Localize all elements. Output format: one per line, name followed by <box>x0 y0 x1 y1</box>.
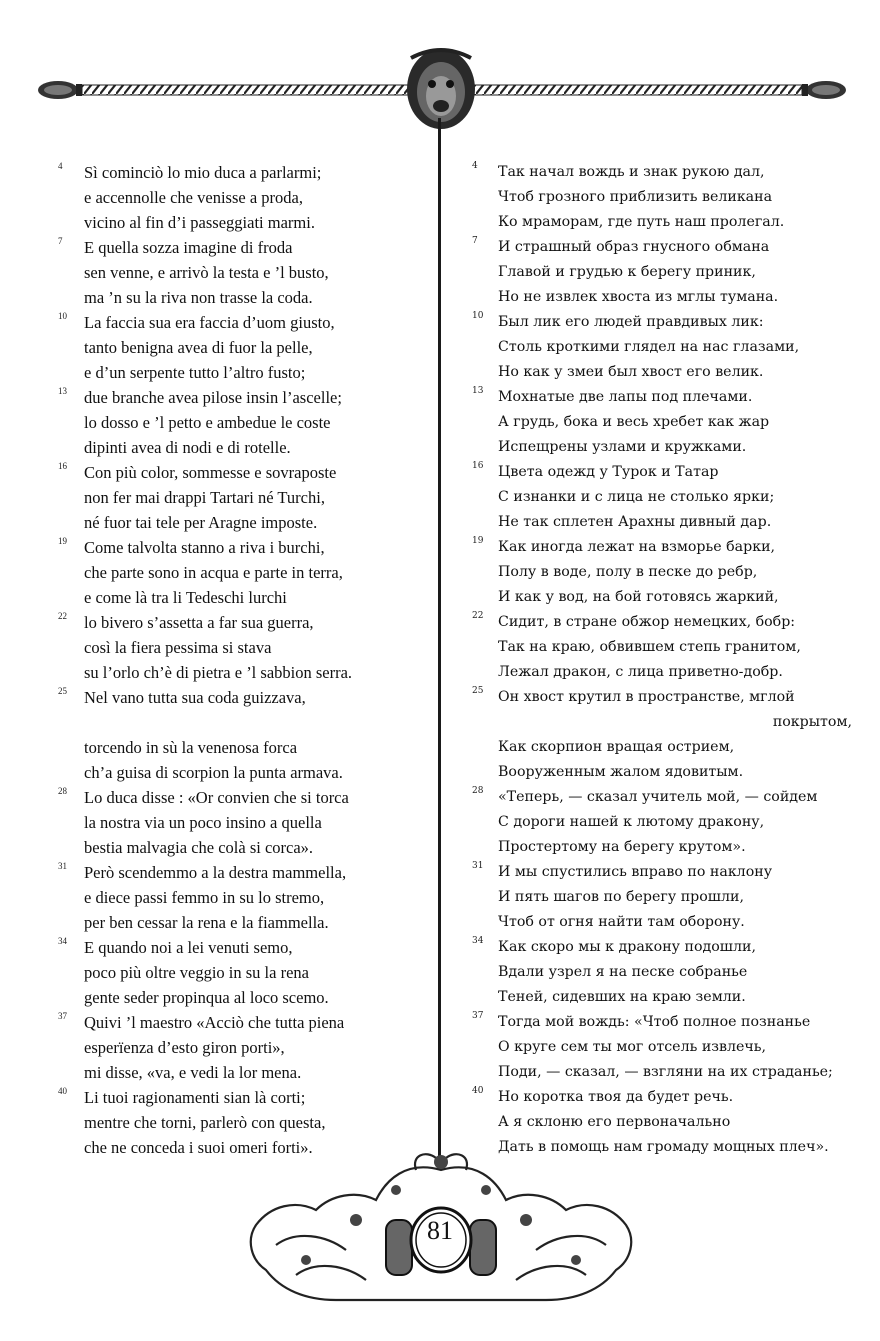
italian-verse-line <box>58 710 428 735</box>
russian-verse-line <box>472 810 852 835</box>
italian-verse-line <box>58 360 428 385</box>
russian-verse-line <box>472 360 852 385</box>
italian-verse-line <box>58 285 428 310</box>
italian-verse-line <box>58 435 428 460</box>
russian-line-text: Вооруженным жалом ядовитым. <box>498 764 744 780</box>
italian-verse-line <box>58 810 428 835</box>
russian-verse-line <box>472 485 852 510</box>
russian-line-text: С дороги нашей к лютому дракону, <box>498 814 765 830</box>
italian-verse-line <box>58 685 428 710</box>
russian-verse-line <box>472 585 852 610</box>
italian-line-text: Li tuoi ragionamenti sian là corti; <box>84 1088 306 1107</box>
russian-line-text: Дать в помощь нам громаду мощных плеч». <box>498 1139 829 1155</box>
russian-verse-line <box>472 785 852 810</box>
italian-verse-line <box>58 860 428 885</box>
italian-verse-line <box>58 485 428 510</box>
italian-verse-line <box>58 660 428 685</box>
russian-line-text: Чтоб грозного приблизить великана <box>498 189 773 205</box>
lion-head-icon <box>407 49 475 129</box>
russian-verse-line <box>472 435 852 460</box>
italian-verse-line <box>58 1010 428 1035</box>
italian-line-text: Lo duca disse : «Or convien che si torca <box>84 788 349 807</box>
italian-line-text: né fuor tai tele per Aragne imposte. <box>84 513 318 532</box>
italian-line-text: lo dosso e ’l petto e ambedue le coste <box>84 413 331 432</box>
italian-line-number: 37 <box>58 1011 67 1021</box>
russian-verse-line <box>472 385 852 410</box>
italian-verse-line <box>58 785 428 810</box>
russian-verse-line <box>472 910 852 935</box>
italian-line-text: mi disse, «va, e vedi la lor mena. <box>84 1063 302 1082</box>
russian-line-text: Но как у змеи был хвост его велик. <box>498 364 764 380</box>
italian-verse-line <box>58 1110 428 1135</box>
russian-line-number: 10 <box>472 311 484 321</box>
italian-verse-line <box>58 185 428 210</box>
italian-line-number: 25 <box>58 686 67 696</box>
italian-verse-line <box>58 985 428 1010</box>
russian-verse-line <box>472 685 852 710</box>
russian-line-text: покрытом, <box>772 714 852 730</box>
russian-line-text: Главой и грудью к берегу приник, <box>498 264 756 280</box>
italian-verse-line <box>58 410 428 435</box>
russian-verse-line <box>472 310 852 335</box>
russian-line-text: Чтоб от огня найти там оборону. <box>498 914 745 930</box>
russian-verse-line <box>472 860 852 885</box>
italian-line-text: vicino al fin d’i passeggiati marmi. <box>84 213 315 232</box>
italian-verse-line <box>58 960 428 985</box>
russian-line-text: И пять шагов по берегу прошли, <box>498 889 744 905</box>
italian-verse-line <box>58 835 428 860</box>
russian-line-text: А грудь, бока и весь хребет как жар <box>498 414 770 430</box>
italian-line-text: e diece passi femmo in su lo stremo, <box>84 888 325 907</box>
italian-verse-line <box>58 885 428 910</box>
russian-verse-line <box>472 1110 852 1135</box>
russian-verse-line <box>472 960 852 985</box>
russian-line-number: 25 <box>472 686 484 696</box>
italian-line-text: tanto benigna avea di fuor la pelle, <box>84 338 313 357</box>
russian-line-number: 28 <box>472 786 484 796</box>
russian-verse-line <box>472 735 852 760</box>
italian-line-number: 31 <box>58 861 67 871</box>
russian-verse-line <box>472 510 852 535</box>
russian-line-text: Он хвост крутил в пространстве, мглой <box>498 689 795 705</box>
russian-verse-line <box>472 1010 852 1035</box>
russian-line-text: Тогда мой вождь: «Чтоб полное познанье <box>498 1014 811 1030</box>
italian-line-text: così la fiera pessima si stava <box>84 638 272 657</box>
russian-line-text: Как иногда лежат на взморье барки, <box>498 539 776 555</box>
italian-line-text: Con più color, sommesse e sovraposte <box>84 463 337 482</box>
russian-verse-line <box>472 710 852 735</box>
italian-line-text: E quando noi a lei venuti semo, <box>84 938 293 957</box>
russian-line-text: Мохнатые две лапы под плечами. <box>498 389 753 405</box>
russian-line-text: Но не извлек хвоста из мглы тумана. <box>498 289 779 305</box>
russian-line-text: Как скорпион вращая острием, <box>498 739 735 755</box>
italian-line-text: torcendo in sù la venenosa forca <box>84 738 298 757</box>
italian-line-text: la nostra via un poco insino a quella <box>84 813 322 832</box>
russian-verse-line <box>472 210 852 235</box>
italian-line-number: 7 <box>58 236 63 246</box>
italian-verse-line <box>58 585 428 610</box>
italian-line-text: mentre che torni, parlerò con questa, <box>84 1113 326 1132</box>
italian-line-text: che parte sono in acqua e parte in terra, <box>84 563 343 582</box>
russian-line-text: И как у вод, на бой готовясь жаркий, <box>498 589 779 605</box>
russian-verse-line <box>472 635 852 660</box>
left-finial-icon <box>38 81 82 99</box>
italian-line-text: e come là tra li Tedeschi lurchi <box>84 588 287 607</box>
russian-line-text: Цвета одежд у Турок и Татар <box>498 464 719 480</box>
italian-line-text: lo bivero s’assetta a far sua guerra, <box>84 613 314 632</box>
russian-line-number: 7 <box>472 236 478 246</box>
russian-line-text: Но коротка твоя да будет речь. <box>498 1089 734 1105</box>
page-number: 81 <box>427 1216 453 1245</box>
italian-verse-line <box>58 935 428 960</box>
italian-verse-line <box>58 735 428 760</box>
column-divider <box>438 118 441 1158</box>
russian-verse-line <box>472 560 852 585</box>
russian-verse-line <box>472 285 852 310</box>
italian-verse-line <box>58 1085 428 1110</box>
italian-line-text: Sì cominciò lo mio duca a parlarmi; <box>84 163 322 182</box>
italian-verse-line <box>58 210 428 235</box>
russian-line-number: 34 <box>472 936 484 946</box>
italian-line-text: due branche avea pilose insin l’ascelle; <box>84 388 342 407</box>
top-ornament-rod <box>36 44 848 134</box>
russian-verse-line <box>472 460 852 485</box>
russian-line-text: Столь кроткими глядел на нас глазами, <box>498 339 800 355</box>
russian-verse-line <box>472 160 852 185</box>
italian-verse-line <box>58 335 428 360</box>
russian-line-text: Не так сплетен Арахны дивный дар. <box>498 514 772 530</box>
italian-verse-line <box>58 235 428 260</box>
italian-line-text: bestia malvagia che colà si corca». <box>84 838 314 857</box>
russian-verse-line <box>472 610 852 635</box>
italian-line-number: 28 <box>58 786 67 796</box>
russian-line-text: Полу в воде, полу в песке до ребр, <box>498 564 758 580</box>
russian-line-text: И страшный образ гнусного обмана <box>498 239 770 255</box>
russian-line-text: Теней, сидевших на краю земли. <box>498 989 746 1005</box>
russian-line-text: Сидит, в стране обжор немецких, бобр: <box>498 614 796 630</box>
russian-line-number: 4 <box>472 161 478 171</box>
italian-verse-line <box>58 460 428 485</box>
italian-verse-line <box>58 1035 428 1060</box>
italian-line-text: su l’orlo ch’è di pietra e ’l sabbion serra. <box>84 663 353 682</box>
russian-line-text: Так начал вождь и знак рукою дал, <box>498 164 765 180</box>
italian-line-number: 13 <box>58 386 67 396</box>
russian-line-text: Как скоро мы к дракону подошли, <box>498 939 756 955</box>
italian-line-text: dipinti avea di nodi e di rotelle. <box>84 438 291 457</box>
italian-line-number: 34 <box>58 936 67 946</box>
russian-verse-line <box>472 885 852 910</box>
russian-line-text: «Теперь, — сказал учитель мой, — сойдем <box>498 789 818 805</box>
russian-verse-line <box>472 985 852 1010</box>
russian-verse-line <box>472 935 852 960</box>
italian-line-text: Nel vano tutta sua coda guizzava, <box>84 688 306 707</box>
right-finial-icon <box>802 81 846 99</box>
italian-line-number: 19 <box>58 536 67 546</box>
italian-line-text: che ne conceda i suoi omeri forti». <box>84 1138 313 1157</box>
italian-verse-line <box>58 510 428 535</box>
italian-line-number: 16 <box>58 461 67 471</box>
italian-line-text: e d’un serpente tutto l’altro fusto; <box>84 363 306 382</box>
russian-line-number: 40 <box>472 1086 484 1096</box>
italian-line-number: 22 <box>58 611 67 621</box>
italian-line-text: La faccia sua era faccia d’uom giusto, <box>84 313 335 332</box>
russian-verse-line <box>472 410 852 435</box>
russian-line-text: С изнанки и с лица не столько ярки; <box>498 489 775 505</box>
italian-line-text: non fer mai drappi Tartari né Turchi, <box>84 488 325 507</box>
italian-verse-line <box>58 610 428 635</box>
russian-line-text: Ко мраморам, где путь наш пролегал. <box>498 214 785 230</box>
russian-line-text: Был лик его людей правдивых лик: <box>498 314 764 330</box>
russian-line-text: Испещрены узлами и кружками. <box>498 439 747 455</box>
russian-line-text: Лежал дракон, с лица приветно-добр. <box>498 664 783 680</box>
italian-line-text: Però scendemmo a la destra mammella, <box>84 863 347 882</box>
russian-verse-line <box>472 1035 852 1060</box>
russian-line-text: И мы спустились вправо по наклону <box>498 864 773 880</box>
russian-line-number: 31 <box>472 861 484 871</box>
italian-verse-line <box>58 635 428 660</box>
italian-verse-line <box>58 1060 428 1085</box>
russian-line-number: 37 <box>472 1011 484 1021</box>
russian-line-text: Вдали узрел я на песке собранье <box>498 964 748 980</box>
italian-verse-line <box>58 910 428 935</box>
russian-verse-line <box>472 260 852 285</box>
italian-line-text: ma ’n su la riva non trasse la coda. <box>84 288 313 307</box>
italian-line-number: 40 <box>58 1086 67 1096</box>
russian-line-text: Так на краю, обвившем степь гранитом, <box>498 639 801 655</box>
russian-line-text: О круге сем ты мог отсель извлечь, <box>498 1039 767 1055</box>
italian-line-text: poco più oltre veggio in su la rena <box>84 963 309 982</box>
russian-line-text: А я склоню его первоначально <box>498 1114 731 1130</box>
italian-line-text: Come talvolta stanno a riva i burchi, <box>84 538 325 557</box>
italian-line-number: 10 <box>58 311 67 321</box>
italian-line-text: e accennolle che venisse a proda, <box>84 188 303 207</box>
italian-verse-line <box>58 385 428 410</box>
russian-verse-line <box>472 535 852 560</box>
italian-line-text: ch’a guisa di scorpion la punta armava. <box>84 763 343 782</box>
italian-line-text: Quivi ’l maestro «Acciò che tutta piena <box>84 1013 345 1032</box>
italian-verse-line <box>58 160 428 185</box>
russian-line-number: 22 <box>472 611 484 621</box>
russian-verse-line <box>472 335 852 360</box>
russian-verse-line <box>472 1060 852 1085</box>
russian-line-number: 19 <box>472 536 484 546</box>
russian-column <box>472 160 852 1160</box>
russian-line-text: Поди, — сказал, — взгляни на их страданье; <box>498 1064 833 1080</box>
italian-line-text: esperïenza d’esto giron porti», <box>84 1038 285 1057</box>
russian-line-number: 16 <box>472 461 484 471</box>
italian-verse-line <box>58 560 428 585</box>
italian-verse-line <box>58 535 428 560</box>
russian-verse-line <box>472 235 852 260</box>
russian-verse-line <box>472 835 852 860</box>
russian-verse-line <box>472 185 852 210</box>
italian-line-text: per ben cessar la rena e la fiammella. <box>84 913 329 932</box>
russian-line-text: Простертому на берегу крутом». <box>498 839 746 855</box>
italian-verse-line <box>58 310 428 335</box>
russian-verse-line <box>472 760 852 785</box>
italian-line-text: gente seder propinqua al loco scemo. <box>84 988 329 1007</box>
russian-verse-line <box>472 660 852 685</box>
italian-verse-line <box>58 260 428 285</box>
italian-line-text: E quella sozza imagine di froda <box>84 238 293 257</box>
italian-line-text: sen venne, e arrivò la testa e ’l busto, <box>84 263 329 282</box>
italian-verse-line <box>58 760 428 785</box>
russian-verse-line <box>472 1085 852 1110</box>
russian-line-number: 13 <box>472 386 484 396</box>
italian-line-number: 4 <box>58 161 63 171</box>
italian-column <box>58 160 428 1160</box>
